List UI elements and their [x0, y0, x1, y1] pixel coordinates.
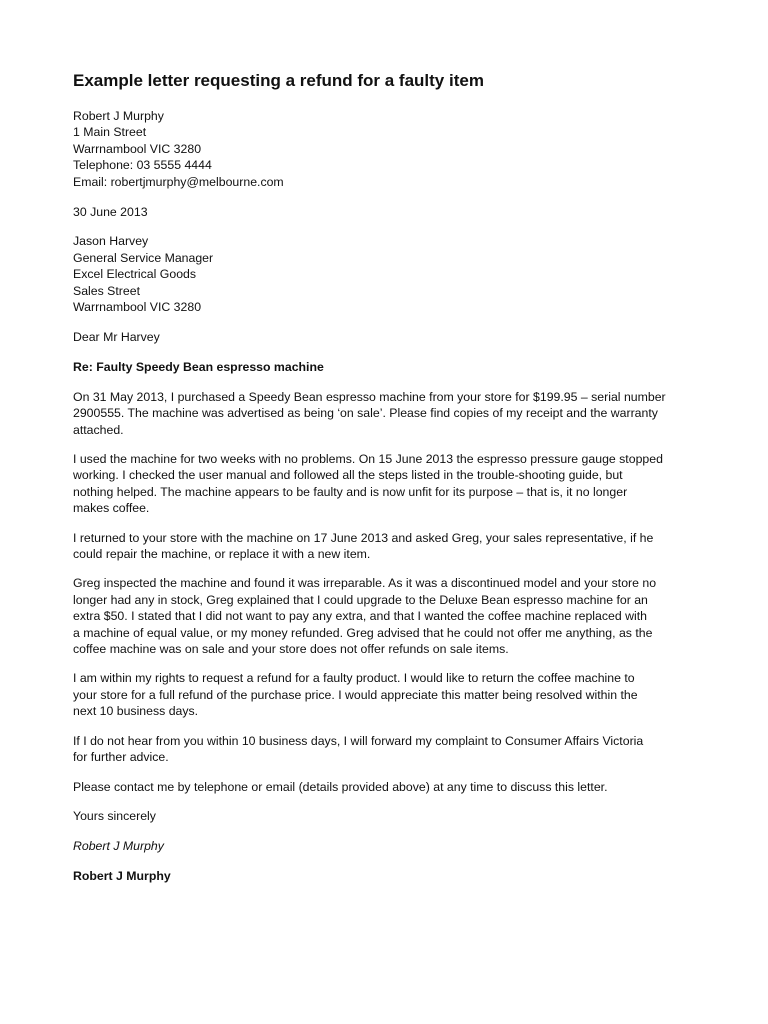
sender-email: Email: robertjmurphy@melbourne.com	[73, 174, 284, 189]
recipient-company: Excel Electrical Goods	[73, 267, 197, 282]
body-paragraph	[73, 530, 709, 563]
body-line: attached.	[73, 422, 124, 437]
document-title: Example letter requesting a refund for a faulty item	[73, 71, 484, 90]
recipient-street: Sales Street	[73, 283, 140, 298]
body-paragraph	[73, 733, 709, 766]
recipient-city: Warrnambool VIC 3280	[73, 300, 202, 315]
recipient-address-block	[73, 233, 709, 315]
letter-page	[73, 70, 709, 898]
sender-address-block	[73, 108, 709, 190]
recipient-name: Jason Harvey	[73, 234, 149, 249]
body-line: could repair the machine, or replace it with a new item.	[73, 547, 371, 562]
sender-address-line-2: Warrnambool VIC 3280	[73, 141, 202, 156]
body-line: your store for a full refund of the purchase price. I would appreciate this matter being resolved within the	[73, 687, 638, 702]
body-line: I returned to your store with the machine on 17 June 2013 and asked Greg, your sales representative, if he	[73, 530, 654, 545]
sender-address-line-1: 1 Main Street	[73, 125, 147, 140]
body-line: longer had any in stock, Greg explained that I could upgrade to the Deluxe Bean espresso machine for an	[73, 592, 648, 607]
body-line: for further advice.	[73, 750, 169, 765]
body-paragraph	[73, 389, 709, 438]
body-paragraph	[73, 451, 709, 517]
body-line: Greg inspected the machine and found it was irreparable. As it was a discontinued model and your store no	[73, 576, 657, 591]
body-line: extra $50. I stated that I did not want to pay any extra, and that I wanted the coffee machine replaced with	[73, 609, 647, 624]
subject-line: Re: Faulty Speedy Bean espresso machine	[73, 359, 324, 374]
body-line: 2900555. The machine was advertised as being ‘on sale’. Please find copies of my receipt and the warranty	[73, 406, 658, 421]
closing: Yours sincerely	[73, 808, 156, 823]
body-line: nothing helped. The machine appears to be faulty and is now unfit for its purpose – that is, it no longer	[73, 484, 628, 499]
signer-name: Robert J Murphy	[73, 868, 171, 883]
signature: Robert J Murphy	[73, 838, 164, 853]
body-line: coffee machine was on sale and your store does not offer refunds on sale items.	[73, 642, 509, 657]
body-line: If I do not hear from you within 10 business days, I will forward my complaint to Consumer Affairs Victoria	[73, 733, 644, 748]
letter-date: 30 June 2013	[73, 204, 148, 219]
body-paragraph	[73, 779, 709, 795]
body-line: working. I checked the user manual and followed all the steps listed in the trouble-shooting guide, but	[73, 468, 623, 483]
body-line: Please contact me by telephone or email (details provided above) at any time to discuss this letter.	[73, 779, 608, 794]
sender-telephone: Telephone: 03 5555 4444	[73, 158, 212, 173]
body-line: I am within my rights to request a refund for a faulty product. I would like to return the coffee machine to	[73, 671, 635, 686]
salutation: Dear Mr Harvey	[73, 329, 160, 344]
sender-name: Robert J Murphy	[73, 109, 164, 123]
body-line: makes coffee.	[73, 501, 150, 516]
body-line: next 10 business days.	[73, 704, 199, 719]
body-line: I used the machine for two weeks with no problems. On 15 June 2013 the espresso pressure gauge stopped	[73, 452, 663, 466]
body-paragraph	[73, 670, 709, 719]
recipient-position: General Service Manager	[73, 250, 214, 265]
body-paragraph	[73, 575, 709, 657]
body-line: a machine of equal value, or my money refunded. Greg advised that he could not offer me anything, as the	[73, 625, 653, 640]
body-line: On 31 May 2013, I purchased a Speedy Bean espresso machine from your store for $199.95 – serial number	[73, 389, 666, 404]
letter-body	[73, 389, 709, 795]
